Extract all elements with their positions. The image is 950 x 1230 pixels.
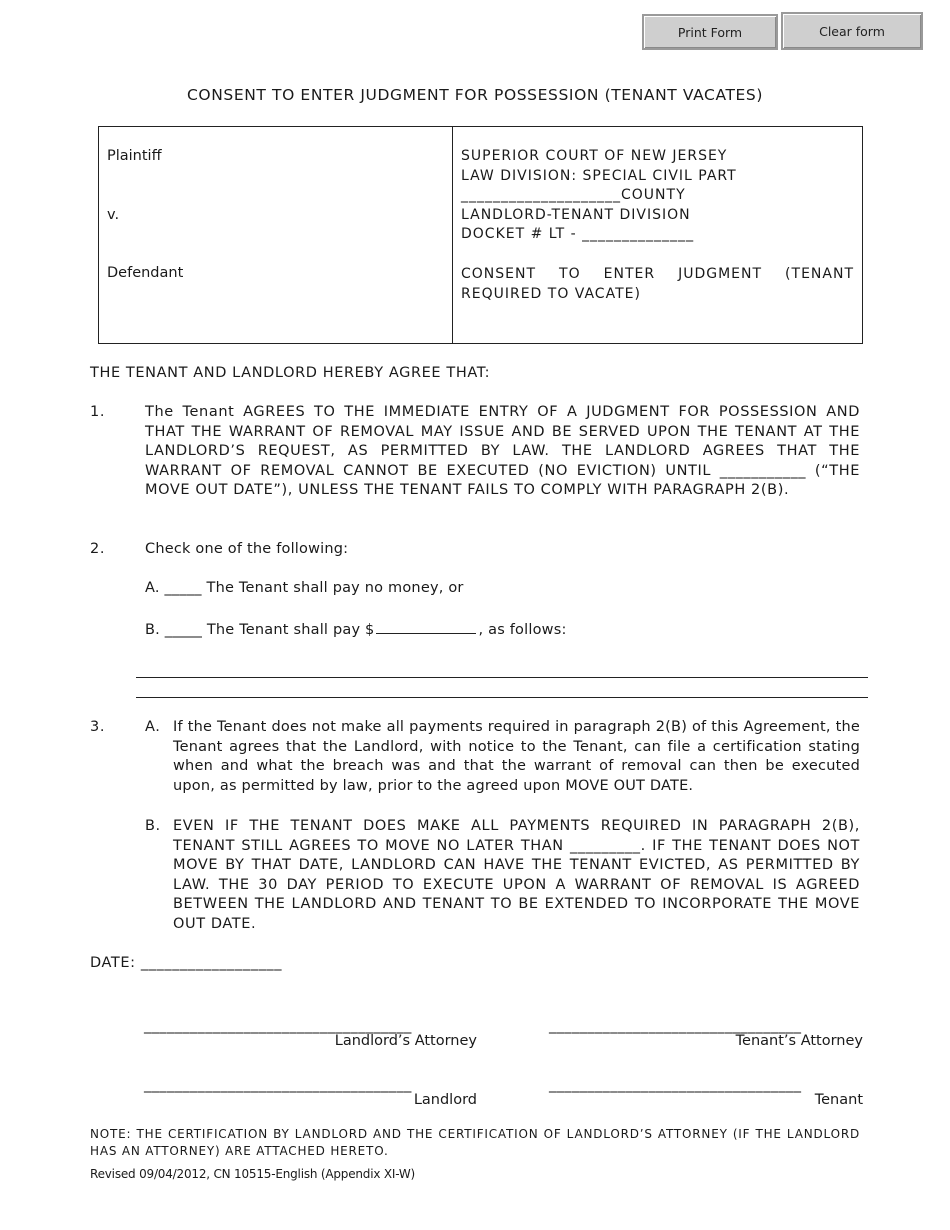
- amount-field[interactable]: [376, 619, 476, 634]
- landlord-signature-line[interactable]: ___________________________________: [144, 1077, 412, 1093]
- consent-heading: CONSENT TO ENTER JUDGMENT (TENANT REQUIRED TO VACATE): [461, 266, 854, 302]
- court-name: [461, 147, 854, 245]
- tenant-attorney-label: Tenant’s Attorney: [735, 1033, 863, 1049]
- form-title: CONSENT TO ENTER JUDGMENT FOR POSSESSION (TENANT VACATES): [186, 86, 763, 104]
- item-3a-text: If the Tenant does not make all payments required in paragraph 2(B) of this Agreement, the Tenant agrees that the Landlord, with notice to the Tenant, can file a certification stating when and what the breach was and that the warrant of removal can then be executed upon, as permitted by law, prior to the agreed upon MOVE OUT DATE.: [173, 719, 860, 794]
- option-b: [145, 619, 567, 641]
- item-3b-text: EVEN IF THE TENANT DOES MAKE ALL PAYMENTS REQUIRED IN PARAGRAPH 2(B), TENANT STILL AGREES TO MOVE NO LATER THAN _________. IF THE TENANT DOES NOT MOVE BY THAT DATE, LANDLORD CAN HAVE THE TENANT EVICTED, AS PERMITTED BY LAW. THE 30 DAY PERIOD TO EXECUTE UPON A WARRANT OF REMOVAL IS AGREED BETWEEN THE LANDLORD AND TENANT TO BE EXTENDED TO INCORPORATE THE MOVE OUT DATE.: [173, 818, 860, 932]
- item-3-number: 3.: [90, 719, 106, 735]
- court-line-4: LANDLORD-TENANT DIVISION: [461, 206, 691, 223]
- docket-field[interactable]: DOCKET # LT - ______________: [461, 226, 695, 242]
- date-field[interactable]: DATE: __________________: [90, 955, 283, 971]
- caption-divider: [452, 126, 453, 344]
- item-2-text: Check one of the following:: [145, 541, 349, 557]
- item-3b-label: B.: [145, 818, 161, 834]
- court-line-1: SUPERIOR COURT OF NEW JERSEY: [461, 148, 728, 164]
- certification-note: NOTE: THE CERTIFICATION BY LANDLORD AND THE CERTIFICATION OF LANDLORD’S ATTORNEY (IF THE LANDLORD HAS AN ATTORNEY) ARE ATTACHED HERETO.: [90, 1127, 860, 1158]
- item-3a-label: A.: [145, 719, 161, 735]
- item-1-number: 1.: [90, 404, 106, 420]
- county-field[interactable]: ____________________COUNTY: [461, 187, 686, 203]
- versus-label: v.: [107, 207, 120, 223]
- tenant-label: Tenant: [814, 1092, 863, 1108]
- payment-terms-line-1[interactable]: [136, 677, 868, 678]
- tenant-signature-line[interactable]: _________________________________: [549, 1077, 802, 1093]
- item-2-number: 2.: [90, 541, 106, 557]
- option-a[interactable]: A. _____ The Tenant shall pay no money, or: [145, 580, 464, 596]
- landlord-label: Landlord: [413, 1092, 477, 1108]
- option-b-suffix: , as follows:: [478, 622, 567, 638]
- landlord-attorney-signature-line[interactable]: ___________________________________: [144, 1018, 412, 1034]
- clear-form-button[interactable]: Clear form: [781, 12, 923, 50]
- plaintiff-label: Plaintiff: [107, 148, 162, 164]
- court-line-2: LAW DIVISION: SPECIAL CIVIL PART: [461, 167, 737, 184]
- item-1-text: The Tenant AGREES TO THE IMMEDIATE ENTRY OF A JUDGMENT FOR POSSESSION AND THAT THE WARRANT OF REMOVAL MAY ISSUE AND BE SERVED UPON THE TENANT AT THE LANDLORD’S REQUEST, AS PERMITTED BY LAW. THE LANDLORD AGREES THAT THE WARRANT OF REMOVAL CANNOT BE EXECUTED (NO EVICTION) UNTIL ___________ (“THE MOVE OUT DATE”), UNLESS THE TENANT FAILS TO COMPLY WITH PARAGRAPH 2(B).: [145, 404, 860, 499]
- landlord-attorney-label: Landlord’s Attorney: [334, 1033, 477, 1049]
- revision-footer: Revised 09/04/2012, CN 10515-English (Appendix XI-W): [90, 1167, 416, 1181]
- defendant-label: Defendant: [107, 265, 184, 281]
- print-form-button[interactable]: Print Form: [642, 14, 778, 50]
- agreement-heading: THE TENANT AND LANDLORD HEREBY AGREE THAT:: [90, 365, 491, 381]
- tenant-attorney-signature-line[interactable]: _________________________________: [549, 1018, 802, 1034]
- payment-terms-line-2[interactable]: [136, 697, 868, 698]
- option-b-prefix[interactable]: B. _____ The Tenant shall pay $: [145, 622, 375, 638]
